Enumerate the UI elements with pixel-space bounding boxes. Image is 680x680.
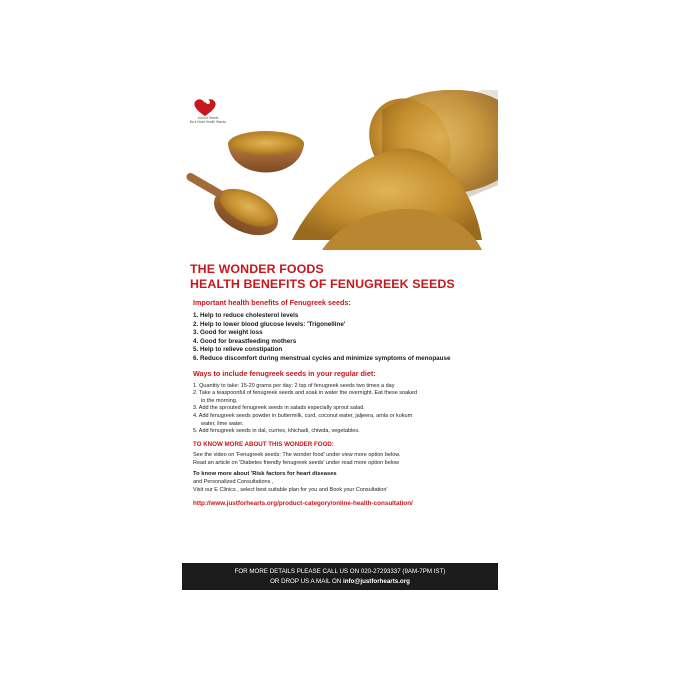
video-link-text[interactable]: See the video on 'Fenugreek seeds: The wonder food' under view more option below. <box>193 451 401 458</box>
benefit-item: 1. Help to reduce cholesterol levels <box>193 312 299 319</box>
ways-list <box>193 383 494 436</box>
poster-content <box>190 262 494 507</box>
footer-email-link[interactable]: info@justforhearts.org <box>343 577 410 585</box>
heart-bird-icon <box>190 96 220 118</box>
ways-item: 4. Add fenugreek seeds powder in buttermilk, curd, coconut water, jaljeera, amla or kokum <box>193 412 413 419</box>
ways-item: 3. Add the sprouted fenugreek seeds in salads especially sprout salad. <box>193 405 365 412</box>
benefit-item: 5. Help to relieve constipation <box>193 346 283 354</box>
footer-mail-line <box>182 577 498 587</box>
logo-tagline: Be a Heart Health Warrior <box>189 119 227 124</box>
footer-contact-bar <box>182 563 498 590</box>
benefit-item: 3. Good for weight loss <box>193 329 263 337</box>
article-link-text[interactable]: Read an article on 'Diabetes friendly fenugreek seeds' under read more option below <box>193 459 400 466</box>
logo-text <box>186 117 230 125</box>
footer-phone-line: FOR MORE DETAILS PLEASE CALL US ON 020-27293337 (9AM-7PM IST) <box>234 568 446 575</box>
ways-item: 2. Take a teaspoonful of fenugreek seeds and soak in water the overnight. Eat these soaked <box>193 390 418 397</box>
benefit-item: 4. Good for breastfeeding mothers <box>193 337 297 345</box>
logo-name: Just for Hearts <box>197 116 219 120</box>
poster <box>182 90 498 590</box>
ways-item: in the morning. <box>201 397 238 404</box>
ways-item: water, lime water. <box>201 420 244 427</box>
ways-heading: Ways to include fenugreek seeds in your regular diet: <box>193 368 376 378</box>
benefits-list <box>193 312 494 364</box>
fenugreek-seeds-photo <box>182 90 498 250</box>
benefit-item: 2. Help to lower blood glucose levels: 'Trigonelline' <box>193 320 346 328</box>
ways-item: 5. Add fenugreek seeds in dal, curries, khichadi, chiwda, vegetables. <box>193 428 360 435</box>
risk-line-2: Visit our E Clinics , select best suitable plan for you and Book your Consultation' <box>193 487 388 494</box>
benefits-heading: Important health benefits of Fenugreek seeds: <box>193 298 351 307</box>
title-line-2: HEALTH BENEFITS OF FENUGREEK SEEDS <box>190 277 455 291</box>
risk-line-1: and Personalized Consultations , <box>193 479 274 486</box>
ways-item: 1. Quantity to take: 15-20 grams per day: 2 tsp of fenugreek seeds two times a day <box>193 382 395 389</box>
footer-mail-prefix: OR DROP US A MAIL ON <box>270 577 343 585</box>
consultation-url-link[interactable]: http://www.justforhearts.org/product-category/online-health-consultation/ <box>193 499 413 507</box>
risk-heading: To know more about 'Risk factors for heart diseases <box>193 471 337 478</box>
benefit-item: 6. Reduce discomfort during menstrual cycles and minimize symptoms of menopause <box>193 354 451 362</box>
know-more-heading: TO KNOW MORE ABOUT THIS WONDER FOOD: <box>193 440 334 448</box>
title-line-1: THE WONDER FOODS <box>190 262 324 276</box>
